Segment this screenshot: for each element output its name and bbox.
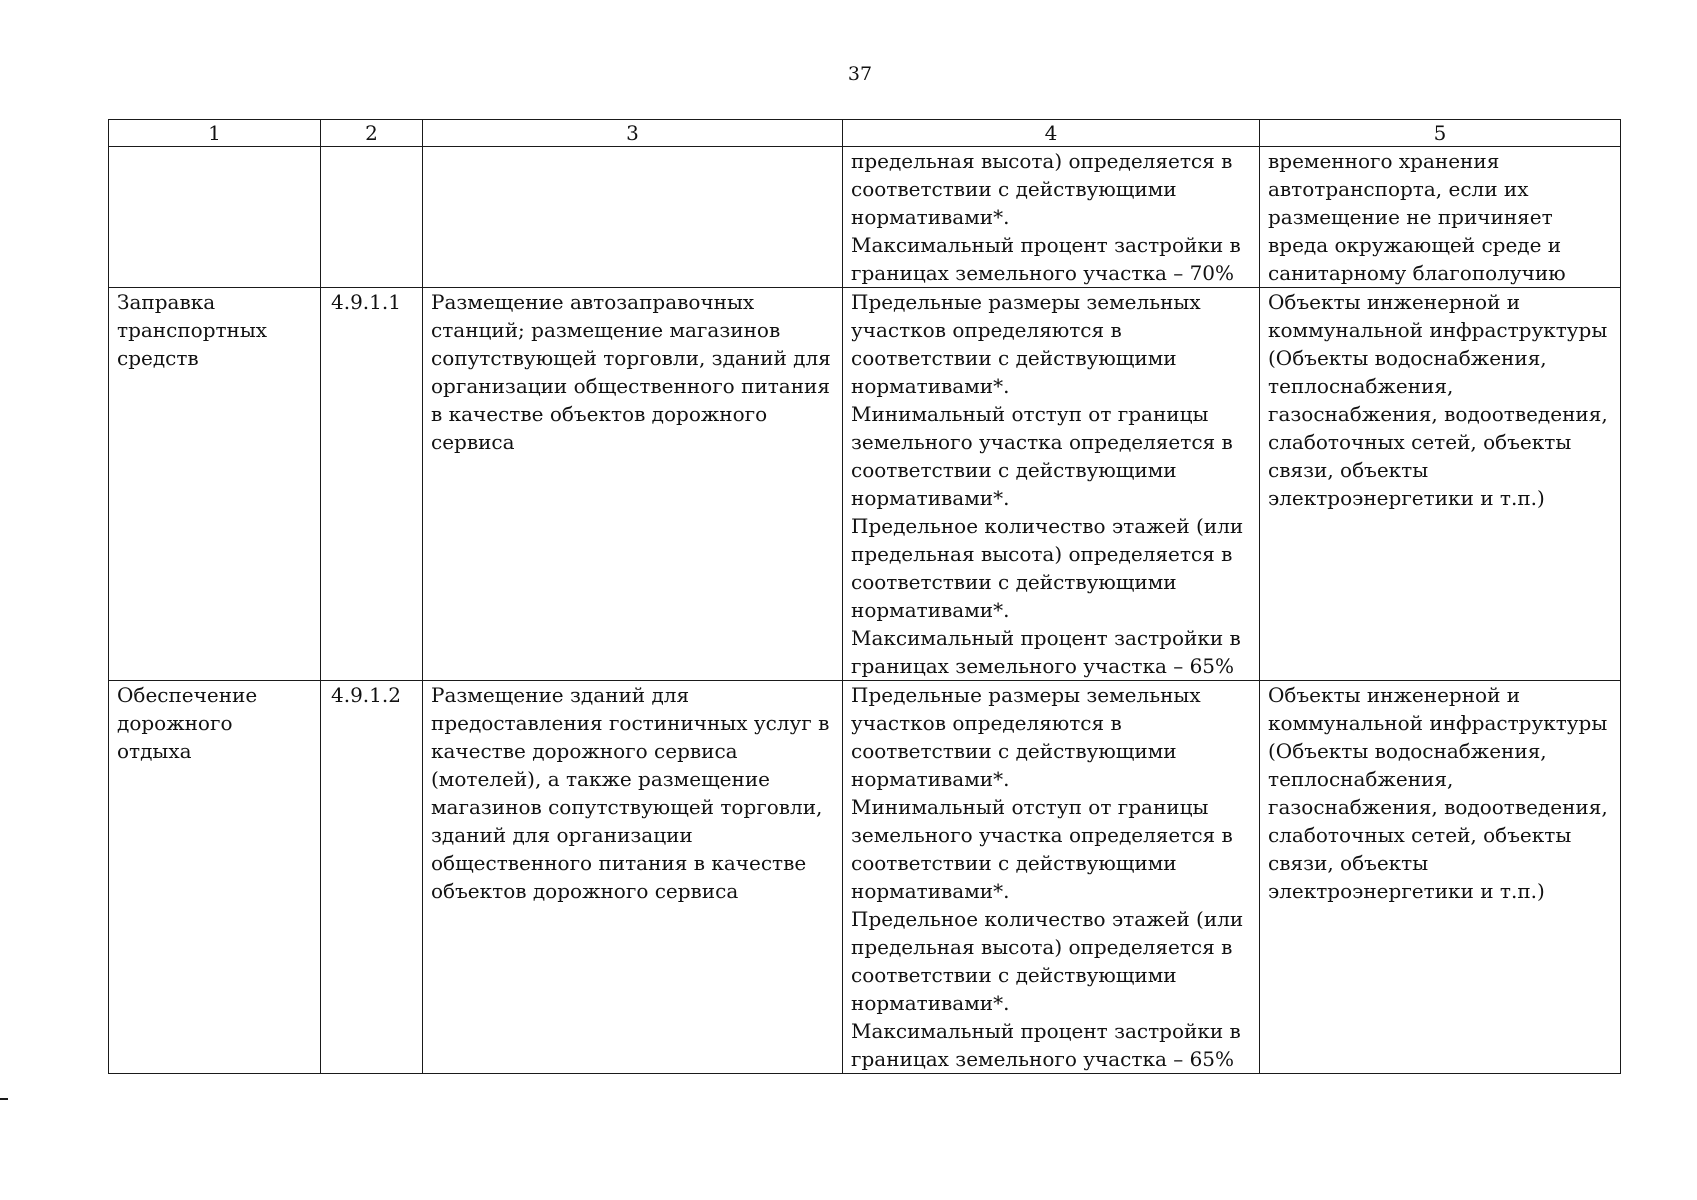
land-use-table bbox=[108, 119, 1621, 1074]
table-header bbox=[109, 120, 1621, 147]
table-row bbox=[109, 147, 1621, 288]
parameter-text: Минимальный отступ от границы земельного участка определяется в соответствии с действующими нормативами*. bbox=[851, 402, 1233, 510]
parameter-text: предельная высота) определяется в соответствии с действующими нормативами*. bbox=[851, 149, 1233, 229]
header-row bbox=[109, 120, 1621, 147]
table-row bbox=[109, 681, 1621, 1074]
use-type-code bbox=[321, 147, 423, 288]
parameter-text: Минимальный отступ от границы земельного участка определяется в соответствии с действующими нормативами*. bbox=[851, 795, 1233, 903]
parameter-text: Максимальный процент застройки в границах земельного участка – 65% bbox=[851, 626, 1241, 678]
use-type-code: 4.9.1.2 bbox=[321, 681, 423, 1074]
use-type-name bbox=[109, 147, 321, 288]
parameter-text: Предельные размеры земельных участков определяются в соответствии с действующими нормативами*. bbox=[851, 683, 1201, 791]
use-type-code: 4.9.1.1 bbox=[321, 288, 423, 681]
table-body bbox=[109, 147, 1621, 1074]
margin-mark bbox=[0, 1098, 8, 1100]
auxiliary-uses: Объекты инженерной и коммунальной инфраструктуры (Объекты водоснабжения, теплоснабжения, газоснабжения, водоотведения, слаботочных сетей, объекты связи, объекты электроэнергетики и т.п.) bbox=[1260, 288, 1621, 681]
parameter-text: Предельные размеры земельных участков определяются в соответствии с действующими нормативами*. bbox=[851, 290, 1201, 398]
column-header-2: 2 bbox=[321, 120, 423, 147]
use-type-description bbox=[423, 147, 843, 288]
parameters-cell bbox=[843, 681, 1260, 1074]
auxiliary-uses: временного хранения автотранспорта, если их размещение не причиняет вреда окружающей среде и санитарному благополучию bbox=[1260, 147, 1621, 288]
parameters-cell bbox=[843, 147, 1260, 288]
use-type-description: Размещение автозаправочных станций; размещение магазинов сопутствующей торговли, зданий для организации общественного питания в качестве объектов дорожного сервиса bbox=[423, 288, 843, 681]
column-header-3: 3 bbox=[423, 120, 843, 147]
column-header-1: 1 bbox=[109, 120, 321, 147]
use-type-description: Размещение зданий для предоставления гостиничных услуг в качестве дорожного сервиса (мотелей), а также размещение магазинов сопутствующей торговли, зданий для организации общественного питания в качестве объектов дорожного сервиса bbox=[423, 681, 843, 1074]
parameters-cell bbox=[843, 288, 1260, 681]
parameter-text: Максимальный процент застройки в границах земельного участка – 70% bbox=[851, 233, 1241, 285]
column-header-4: 4 bbox=[843, 120, 1260, 147]
auxiliary-uses: Объекты инженерной и коммунальной инфраструктуры (Объекты водоснабжения, теплоснабжения, газоснабжения, водоотведения, слаботочных сетей, объекты связи, объекты электроэнергетики и т.п.) bbox=[1260, 681, 1621, 1074]
table-row bbox=[109, 288, 1621, 681]
parameter-text: Предельное количество этажей (или предельная высота) определяется в соответствии с действующими нормативами*. bbox=[851, 514, 1244, 622]
page-number: 37 bbox=[847, 63, 873, 85]
use-type-name: Заправка транспортных средств bbox=[109, 288, 321, 681]
parameter-text: Предельное количество этажей (или предельная высота) определяется в соответствии с действующими нормативами*. bbox=[851, 907, 1244, 1015]
use-type-name: Обеспечение дорожного отдыха bbox=[109, 681, 321, 1074]
column-header-5: 5 bbox=[1260, 120, 1621, 147]
parameter-text: Максимальный процент застройки в границах земельного участка – 65% bbox=[851, 1019, 1241, 1071]
